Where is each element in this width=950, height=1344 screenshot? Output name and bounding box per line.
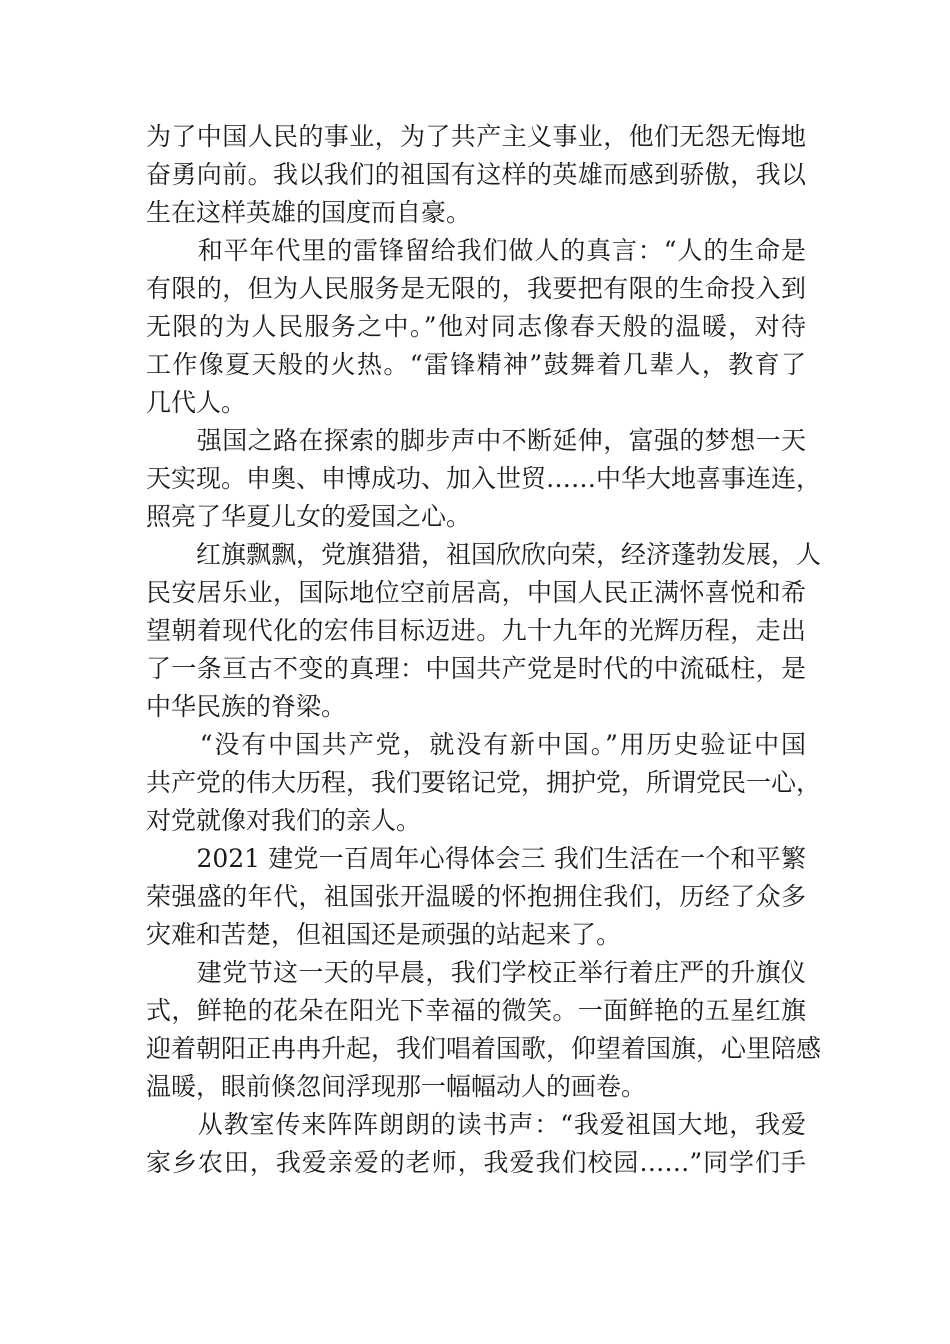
paragraph — [146, 422, 822, 536]
paragraph — [146, 232, 806, 422]
text-line: 红旗飘飘，党旗猎猎，祖国欣欣向荣，经济蓬勃发展，人 — [146, 540, 822, 569]
text-line: 式，鲜艳的花朵在阳光下幸福的微笑。一面鲜艳的五星红旗 — [146, 996, 806, 1025]
text-line: 灾难和苦楚，但祖国还是顽强的站起来了。 — [146, 920, 622, 949]
text-line: 和平年代里的雷锋留给我们做人的真言：“人的生命是 — [146, 236, 806, 265]
text-line: 迎着朝阳正冉冉升起，我们唱着国歌，仰望着国旗，心里陪感 — [146, 1034, 822, 1063]
paragraph — [146, 726, 822, 840]
text-line: 荣强盛的年代，祖国张开温暖的怀抱拥住我们，历经了众多 — [146, 882, 806, 911]
text-line: 从教室传来阵阵朗朗的读书声：“我爱祖国大地，我爱 — [146, 1110, 806, 1139]
paragraph — [146, 118, 806, 232]
text-line: 温暖，眼前倏忽间浮现那一幅幅动人的画卷。 — [146, 1072, 647, 1101]
text-line: 为了中国人民的事业，为了共产主义事业，他们无怨无悔地 — [146, 122, 806, 151]
text-line: 家乡农田，我爱亲爱的老师，我爱我们校园……”同学们手 — [146, 1148, 806, 1177]
text-line: 建党节这一天的早晨，我们学校正举行着庄严的升旗仪 — [146, 958, 806, 987]
text-line: 望朝着现代化的宏伟目标迈进。九十九年的光辉历程，走出 — [146, 616, 806, 645]
body-text — [146, 118, 822, 1182]
text-line: “没有中国共产党，就没有新中国。”用历史验证中国 — [146, 730, 806, 759]
text-line: 工作像夏天般的火热。“雷锋精神”鼓舞着几辈人，教育了 — [146, 350, 806, 379]
text-line: 照亮了华夏儿女的爱国之心。 — [146, 502, 472, 531]
text-line: 共产党的伟大历程，我们要铭记党，拥护党，所谓党民一心， — [146, 768, 822, 797]
text-line: 生在这样英雄的国度而自豪。 — [146, 198, 472, 227]
paragraph — [146, 840, 806, 954]
text-line: 无限的为人民服务之中。”他对同志像春天般的温暖，对待 — [146, 312, 806, 341]
paragraph — [146, 1106, 806, 1182]
text-line: 对党就像对我们的亲人。 — [146, 806, 422, 835]
text-line: 天实现。申奥、申博成功、加入世贸……中华大地喜事连连， — [146, 464, 822, 493]
text-line: 强国之路在探索的脚步声中不断延伸，富强的梦想一天 — [146, 426, 806, 455]
text-line: 2021 建党一百周年心得体会三 我们生活在一个和平繁 — [146, 844, 806, 873]
paragraph — [146, 536, 822, 726]
text-line: 奋勇向前。我以我们的祖国有这样的英雄而感到骄傲，我以 — [146, 160, 806, 189]
text-line: 了一条亘古不变的真理：中国共产党是时代的中流砥柱，是 — [146, 654, 806, 683]
text-line: 中华民族的脊梁。 — [146, 692, 347, 721]
text-line: 民安居乐业，国际地位空前居高，中国人民正满怀喜悦和希 — [146, 578, 806, 607]
paragraph — [146, 954, 822, 1106]
text-line: 几代人。 — [146, 388, 247, 417]
text-line: 有限的，但为人民服务是无限的，我要把有限的生命投入到 — [146, 274, 806, 303]
